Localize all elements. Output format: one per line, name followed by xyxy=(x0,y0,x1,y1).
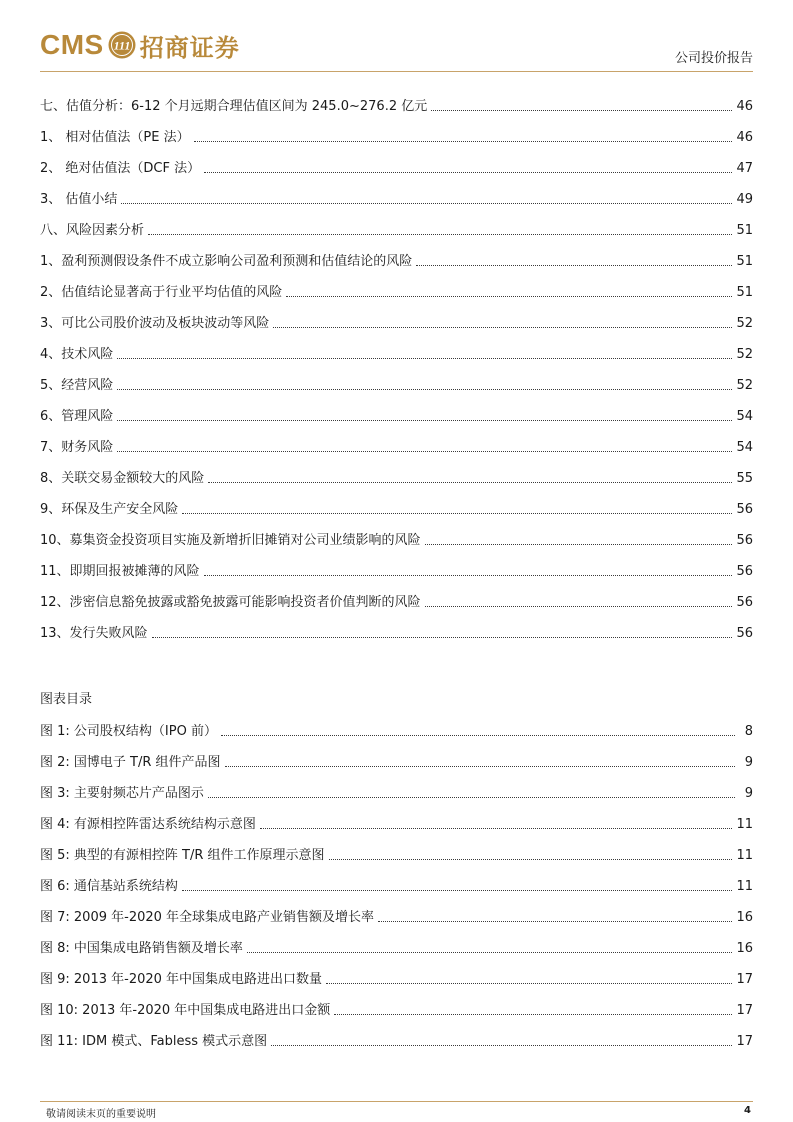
dot-leader xyxy=(329,858,733,860)
table-of-contents xyxy=(40,84,753,642)
dot-leader xyxy=(204,574,733,576)
footer-divider xyxy=(40,1101,753,1102)
toc-entry-label: 八、风险因素分析 xyxy=(40,223,145,238)
dot-leader xyxy=(286,295,732,297)
toc-entry-page: 52 xyxy=(736,378,753,393)
logo-cms-text: CMS xyxy=(40,29,104,60)
toc-entry-page: 49 xyxy=(736,192,753,207)
figure-entry-label: 图 8: 中国集成电路销售额及增长率 xyxy=(40,941,243,956)
toc-entry[interactable] xyxy=(40,239,753,270)
toc-entry-label: 4、技术风险 xyxy=(40,347,114,362)
header-divider xyxy=(40,71,753,72)
page-number: 4 xyxy=(744,1105,751,1116)
dot-leader xyxy=(425,543,733,545)
footer-note: 敬请阅读末页的重要说明 xyxy=(46,1109,156,1120)
toc-entry[interactable] xyxy=(40,115,753,146)
dot-leader xyxy=(152,636,733,638)
figure-entry[interactable] xyxy=(40,895,753,926)
figure-entry[interactable] xyxy=(40,709,753,740)
toc-entry-label: 8、关联交易金额较大的风险 xyxy=(40,471,205,486)
dot-leader xyxy=(225,765,735,767)
toc-entry-label: 3、 估值小结 xyxy=(40,192,118,207)
figure-entry-page: 9 xyxy=(744,755,753,770)
dot-leader xyxy=(208,481,732,483)
figure-entry[interactable] xyxy=(40,864,753,895)
toc-entry-page: 56 xyxy=(736,502,753,517)
figure-entry[interactable] xyxy=(40,833,753,864)
toc-entry-label: 11、即期回报被摊薄的风险 xyxy=(40,564,200,579)
toc-entry-label: 2、 绝对估值法（DCF 法） xyxy=(40,161,201,176)
dot-leader xyxy=(194,140,733,142)
figure-entry[interactable] xyxy=(40,957,753,988)
figure-entry-label: 图 6: 通信基站系统结构 xyxy=(40,879,178,894)
toc-entry-label: 6、管理风险 xyxy=(40,409,114,424)
figure-entry-label: 图 11: IDM 模式、Fabless 模式示意图 xyxy=(40,1034,268,1049)
dot-leader xyxy=(273,326,732,328)
figure-entry-label: 图 7: 2009 年-2020 年全球集成电路产业销售额及增长率 xyxy=(40,910,375,925)
toc-entry[interactable] xyxy=(40,487,753,518)
dot-leader xyxy=(204,171,732,173)
figure-entry-page: 11 xyxy=(736,817,753,832)
page-header xyxy=(40,22,753,70)
figure-entry-label: 图 9: 2013 年-2020 年中国集成电路进出口数量 xyxy=(40,972,323,987)
toc-entry[interactable] xyxy=(40,580,753,611)
dot-leader xyxy=(260,827,733,829)
dot-leader xyxy=(416,264,732,266)
dot-leader xyxy=(431,109,732,111)
figures-list xyxy=(40,709,753,1050)
company-logo xyxy=(40,28,240,62)
toc-entry[interactable] xyxy=(40,84,753,115)
figure-entry[interactable] xyxy=(40,926,753,957)
toc-entry[interactable] xyxy=(40,611,753,642)
logo-emblem-icon xyxy=(107,30,137,60)
figure-entry-label: 图 2: 国博电子 T/R 组件产品图 xyxy=(40,755,221,770)
figure-entry-label: 图 4: 有源相控阵雷达系统结构示意图 xyxy=(40,817,256,832)
toc-entry[interactable] xyxy=(40,146,753,177)
toc-entry-page: 56 xyxy=(736,564,753,579)
toc-entry-page: 56 xyxy=(736,533,753,548)
logo-emblem-text: 111 xyxy=(113,38,131,53)
toc-entry[interactable] xyxy=(40,549,753,580)
toc-entry[interactable] xyxy=(40,456,753,487)
toc-entry[interactable] xyxy=(40,394,753,425)
dot-leader xyxy=(271,1044,732,1046)
toc-entry-page: 54 xyxy=(736,440,753,455)
toc-entry-label: 9、环保及生产安全风险 xyxy=(40,502,179,517)
dot-leader xyxy=(208,796,735,798)
figure-entry-label: 图 1: 公司股权结构（IPO 前） xyxy=(40,724,217,739)
toc-entry-label: 七、估值分析：6-12 个月远期合理估值区间为 245.0~276.2 亿元 xyxy=(40,99,428,114)
toc-entry-page: 51 xyxy=(736,254,753,269)
toc-entry-page: 52 xyxy=(736,316,753,331)
dot-leader xyxy=(117,357,732,359)
toc-entry-page: 56 xyxy=(736,626,753,641)
toc-entry[interactable] xyxy=(40,270,753,301)
figure-entry-page: 16 xyxy=(736,910,753,925)
report-type: 公司投价报告 xyxy=(674,51,753,66)
toc-entry-page: 54 xyxy=(736,409,753,424)
figure-entry-page: 16 xyxy=(736,941,753,956)
figure-entry-page: 11 xyxy=(736,879,753,894)
toc-entry-label: 7、财务风险 xyxy=(40,440,114,455)
toc-entry-label: 1、 相对估值法（PE 法） xyxy=(40,130,190,145)
dot-leader xyxy=(378,920,732,922)
figure-entry-label: 图 10: 2013 年-2020 年中国集成电路进出口金额 xyxy=(40,1003,331,1018)
figure-entry-page: 17 xyxy=(736,1034,753,1049)
toc-entry-page: 51 xyxy=(736,285,753,300)
dot-leader xyxy=(148,233,732,235)
figure-entry-page: 17 xyxy=(736,1003,753,1018)
toc-entry-label: 10、募集资金投资项目实施及新增折旧摊销对公司业绩影响的风险 xyxy=(40,533,421,548)
figure-entry-page: 11 xyxy=(736,848,753,863)
toc-entry-label: 1、盈利预测假设条件不成立影响公司盈利预测和估值结论的风险 xyxy=(40,254,413,269)
dot-leader xyxy=(182,512,732,514)
toc-entry[interactable] xyxy=(40,425,753,456)
toc-entry[interactable] xyxy=(40,363,753,394)
figure-entry[interactable] xyxy=(40,771,753,802)
figure-entry-page: 8 xyxy=(744,724,753,739)
dot-leader xyxy=(425,605,733,607)
figure-entry[interactable] xyxy=(40,802,753,833)
toc-entry-page: 56 xyxy=(736,595,753,610)
figure-entry-page: 9 xyxy=(744,786,753,801)
figure-entry-page: 17 xyxy=(736,972,753,987)
toc-entry-label: 12、涉密信息豁免披露或豁免披露可能影响投资者价值判断的风险 xyxy=(40,595,421,610)
figure-entry-label: 图 5: 典型的有源相控阵 T/R 组件工作原理示意图 xyxy=(40,848,325,863)
toc-entry-label: 13、发行失败风险 xyxy=(40,626,148,641)
dot-leader xyxy=(326,982,732,984)
toc-entry[interactable] xyxy=(40,301,753,332)
toc-entry-label: 2、估值结论显著高于行业平均估值的风险 xyxy=(40,285,283,300)
company-name: 招商证券 xyxy=(139,32,240,62)
dot-leader xyxy=(247,951,733,953)
toc-entry-page: 51 xyxy=(736,223,753,238)
dot-leader xyxy=(182,889,733,891)
toc-entry-page: 46 xyxy=(736,130,753,145)
dot-leader xyxy=(334,1013,732,1015)
dot-leader xyxy=(221,734,735,736)
dot-leader xyxy=(121,202,732,204)
dot-leader xyxy=(117,388,732,390)
toc-entry-page: 47 xyxy=(736,161,753,176)
dot-leader xyxy=(117,450,732,452)
toc-entry[interactable] xyxy=(40,177,753,208)
toc-entry[interactable] xyxy=(40,518,753,549)
toc-entry-page: 52 xyxy=(736,347,753,362)
figure-entry[interactable] xyxy=(40,740,753,771)
figure-entry[interactable] xyxy=(40,1019,753,1050)
dot-leader xyxy=(117,419,732,421)
toc-entry-label: 3、可比公司股价波动及板块波动等风险 xyxy=(40,316,270,331)
toc-entry[interactable] xyxy=(40,208,753,239)
toc-entry-label: 5、经营风险 xyxy=(40,378,114,393)
figure-entry[interactable] xyxy=(40,988,753,1019)
figures-title: 图表目录 xyxy=(40,692,93,707)
toc-entry[interactable] xyxy=(40,332,753,363)
figure-entry-label: 图 3: 主要射频芯片产品图示 xyxy=(40,786,204,801)
toc-entry-page: 46 xyxy=(736,99,753,114)
toc-entry-page: 55 xyxy=(736,471,753,486)
